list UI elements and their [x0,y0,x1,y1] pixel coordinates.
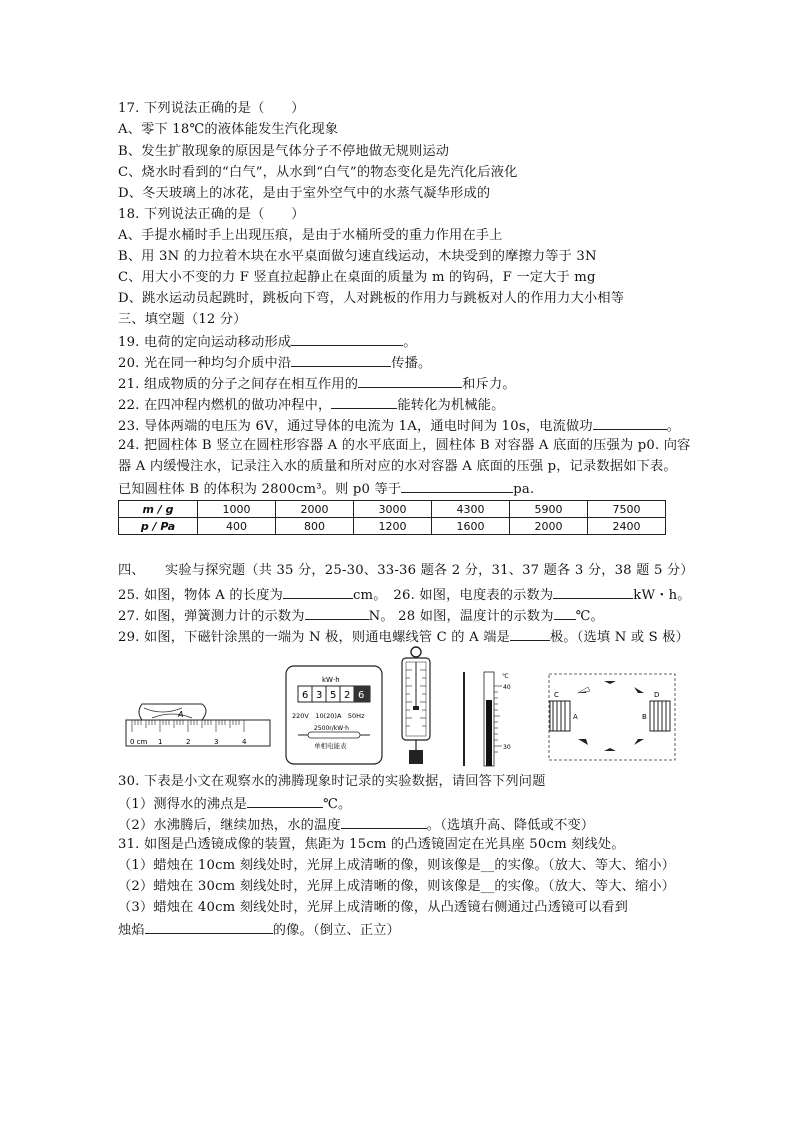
q24-text: 已知圆柱体 B 的体积为 2800cm³。则 p0 等于 [118,482,402,497]
meter-digit-5: 6 [358,690,365,701]
meter-name: 单相电能表 [314,742,347,750]
q21-text: 21. 组成物质的分子之间存在相互作用的 [118,377,359,392]
q30-2-text: （2）水沸腾后，继续加热，水的温度 [118,818,341,833]
q19-blank[interactable] [291,331,403,346]
table-head-mass: m / g [119,501,198,518]
table-row-pressure [119,518,666,535]
coil-end-b-label: B [642,713,647,721]
q23-blank[interactable] [593,415,667,430]
q18-option-d: D、跳水运动员起跳时，跳板向下弯，人对跳板的作用力与跳板对人的作用力大小相等 [118,291,625,306]
q30-stem: 30. 下表是小文在观察水的沸腾现象时记录的实验数据，请回答下列问题 [118,774,546,789]
ruler-tick-3: 3 [214,738,219,746]
ruler-tick-2: 2 [186,738,191,746]
ruler-object-label: A [178,710,184,719]
q30-2-blank[interactable] [341,814,427,829]
q17-option-a: A、零下 18℃的液体能发生汽化现象 [118,122,339,137]
q18-stem: 18. 下列说法正确的是（ ） [118,207,305,222]
q17-option-d: D、冬天玻璃上的冰花，是由于室外空气中的水蒸气凝华形成的 [118,186,491,201]
q22 [118,394,505,416]
q19 [118,331,417,353]
q25-blank[interactable] [283,584,353,599]
meter-digit-3: 5 [330,690,337,701]
section-3-heading: 三、填空题（12 分） [118,312,247,327]
q24-end: pa. [513,482,535,497]
coil-end-a-label: A [573,713,578,721]
ruler-tick-4: 4 [242,738,247,746]
q25-text: 25. 如图，物体 A 的长度为 [118,588,283,603]
table-cell: 2000 [510,518,588,535]
meter-digit-4: 2 [344,690,351,701]
q31-3-text: 烛焰 [118,923,145,938]
section-4-heading: 四、 实验与探究题（共 35 分，25-30、33-36 题各 2 分，31、37 题各 3 分，38 题 5 分） [118,563,694,578]
q31-part-2: （2）蜡烛在 30cm 刻线处时，光屏上成清晰的像，则该像是__的实像。（放大、等大、缩小） [118,879,676,894]
table-cell: 1200 [354,518,432,535]
q28-text: N。 28 如图，温度计的示数为 [368,609,554,624]
coil-c-label: C [554,691,559,699]
q26-blank[interactable] [553,584,633,599]
coil-d-label: D [654,691,660,699]
spring-scale-figure [394,644,438,768]
table-head-pressure: p / Pa [119,518,198,535]
table-cell: 1000 [198,501,276,518]
compass-needles-icon [578,681,644,751]
table-cell: 400 [198,518,276,535]
q21-blank[interactable] [358,373,462,388]
q30-part-2 [118,814,594,836]
q27-blank[interactable] [305,605,369,620]
q30-1-text: （1）测得水的沸点是 [118,797,248,812]
thermometer-unit: ℃ [502,673,509,680]
meter-rate: 2500r/kW·h [314,725,349,732]
q22-blank[interactable] [331,394,397,409]
q19-text: 19. 电荷的定向运动移动形成 [118,335,292,350]
q24-blank[interactable] [401,478,513,493]
meter-unit: kW·h [322,676,340,684]
q17-option-b: B、发生扩散现象的原因是气体分子不停地做无规则运动 [118,144,450,159]
q21-end: 和斥力。 [462,377,516,392]
q21 [118,373,516,395]
q29-end: 极。（选填 N 或 S 极） [549,630,690,645]
q29-blank[interactable] [510,626,550,641]
q27-q28 [118,605,604,627]
q23-text: 23. 导体两端的电压为 6V，通过导体的电流为 1A，通电时间为 10s，电流做功 [118,419,593,434]
ruler-tick-1: 1 [158,738,163,746]
meter-digit-1: 6 [302,690,309,701]
q28-blank[interactable] [554,605,576,620]
table-cell: 5900 [510,501,588,518]
table-cell: 1600 [432,518,510,535]
table-cell: 4300 [432,501,510,518]
q24-line-3 [118,478,534,500]
q31-part-3-cont [118,919,400,941]
q30-1-end: ℃。 [323,797,352,812]
q26-end: kW・h。 [633,588,691,603]
table-cell: 800 [276,518,354,535]
ruler-tick-0: 0 cm [130,738,148,746]
hook-weight-icon [409,750,423,764]
table-cell: 2400 [588,518,666,535]
table-cell: 3000 [354,501,432,518]
q26-text: cm。 26. 如图，电度表的示数为 [352,588,554,603]
thermometer-label-bottom: 30 [503,744,511,751]
q18-option-c: C、用大小不变的力 F 竖直拉起静止在桌面的质量为 m 的钩码，F 一定大于 mg [118,270,596,285]
table-row-mass [119,501,666,518]
q24-line-1: 24. 把圆柱体 B 竖立在圆柱形容器 A 的水平底面上，圆柱体 B 对容器 A 底面的压强为 p0. 向容 [118,438,691,453]
q27-text: 27. 如图，弹簧测力计的示数为 [118,609,305,624]
q18-option-b: B、用 3N 的力拉着木块在水平桌面做匀速直线运动，木块受到的摩擦力等于 3N [118,249,597,264]
thermometer-label-top: 40 [503,684,511,691]
table-cell: 2000 [276,501,354,518]
q30-part-1 [118,793,351,815]
q20-end: 传播。 [391,356,432,371]
q31-part-3: （3）蜡烛在 40cm 刻线处时，光屏上成清晰的像，从凸透镜右侧通过凸透镜可以看到 [118,900,629,915]
q23-end: 。 [666,419,681,434]
q31-3-end: 的像。（倒立、正立） [272,923,401,938]
energy-meter-figure [284,664,384,766]
q18-option-a: A、手提水桶时手上出现压痕，是由于水桶所受的重力作用在手上 [118,228,503,243]
thermometer-ticks-icon [494,686,502,752]
q22-text: 22. 在四冲程内燃机的做功冲程中， [118,398,332,413]
q30-1-blank[interactable] [247,793,323,808]
thermometer-figure [462,670,516,768]
q19-end: 。 [403,335,417,350]
q23 [118,415,680,437]
q24-line-2: 器 A 内缓慢注水，记录注入水的质量和所对应的水对容器 A 底面的压强 p，记录数据如下表。 [118,459,677,474]
q20 [118,352,431,374]
meter-digit-2: 3 [316,690,323,701]
ruler-figure [122,700,274,758]
q25-q26 [118,584,691,606]
q31-3-blank[interactable] [145,919,273,934]
meter-spec: 220V 10(20)A 50Hz [292,712,365,720]
q31-part-1: （1）蜡烛在 10cm 刻线处时，光屏上成清晰的像，则该像是__的实像。（放大、等大、缩小） [118,858,676,873]
q17-option-c: C、烧水时看到的“白气”，从水到“白气”的物态变化是先汽化后液化 [118,165,518,180]
pressure-table [118,500,666,535]
q28-end: ℃。 [575,609,604,624]
q30-2-end: 。（选填升高、降低或不变） [426,818,595,833]
q31-stem: 31. 如图是凸透镜成像的装置，焦距为 15cm 的凸透镜固定在光具座 50cm 刻线处。 [118,837,625,852]
q22-end: 能转化为机械能。 [397,398,505,413]
solenoid-figure [548,673,676,761]
q20-text: 20. 光在同一种均匀介质中沿 [118,356,292,371]
q17-stem: 17. 下列说法正确的是（ ） [118,101,305,116]
q29-text: 29. 如图，下磁针涂黑的一端为 N 极，则通电螺线管 C 的 A 端是 [118,630,510,645]
table-cell: 7500 [588,501,666,518]
q20-blank[interactable] [291,352,391,367]
